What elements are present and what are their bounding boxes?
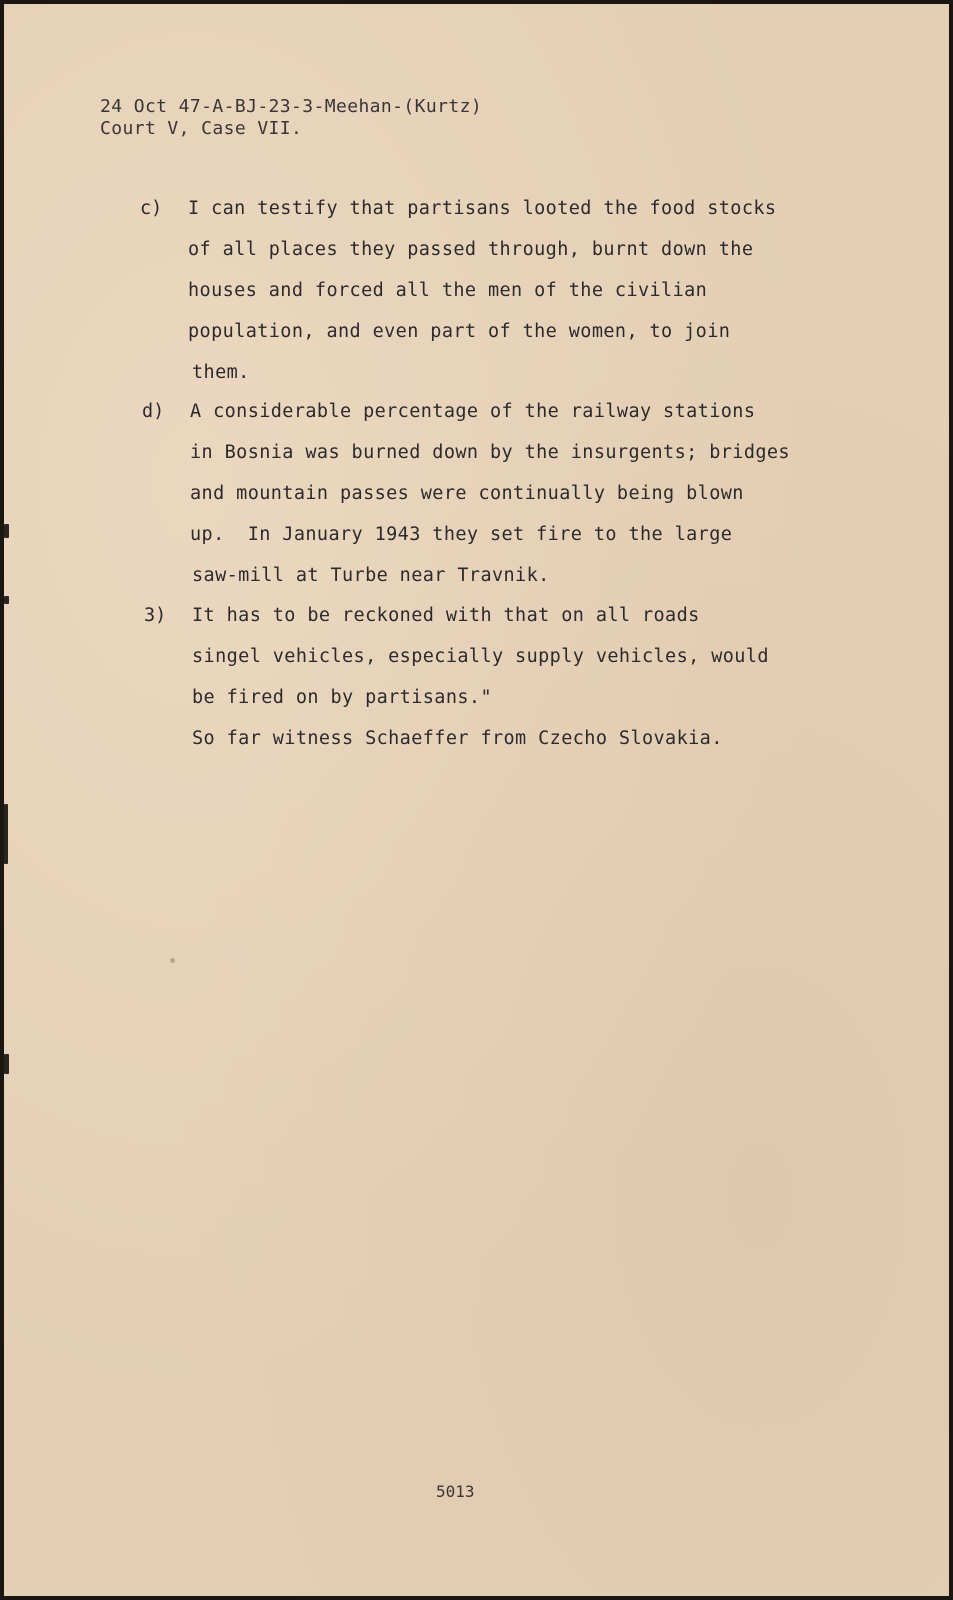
item-d-marker: d) xyxy=(142,401,165,422)
item-c-marker: c) xyxy=(140,198,163,219)
binding-mark xyxy=(4,524,9,538)
item-3-line-3: be fired on by partisans." xyxy=(192,687,492,708)
item-d-line-4: up. In January 1943 they set fire to the large xyxy=(190,524,733,545)
item-3-line-1: It has to be reckoned with that on all roads xyxy=(192,605,700,626)
header-court-case: Court V, Case VII. xyxy=(100,118,303,139)
item-c-line-1: I can testify that partisans looted the food stocks xyxy=(188,198,777,219)
item-c-line-5: them. xyxy=(192,362,250,383)
binding-mark xyxy=(4,596,9,604)
item-d-line-3: and mountain passes were continually being blown xyxy=(190,483,744,504)
item-c-line-2: of all places they passed through, burnt down the xyxy=(188,239,754,260)
item-d-line-1: A considerable percentage of the railway stations xyxy=(190,401,756,422)
binding-mark xyxy=(4,804,8,864)
header-reference: 24 Oct 47-A-BJ-23-3-Meehan-(Kurtz) xyxy=(100,96,483,117)
witness-attribution: So far witness Schaeffer from Czecho Slovakia. xyxy=(192,728,723,749)
item-c-line-4: population, and even part of the women, to join xyxy=(188,321,731,342)
item-3-line-2: singel vehicles, especially supply vehicles, would xyxy=(192,646,769,667)
paper-speck xyxy=(170,958,175,963)
item-d-line-2: in Bosnia was burned down by the insurgents; bridges xyxy=(190,442,790,463)
item-3-marker: 3) xyxy=(144,605,167,626)
document-page xyxy=(4,4,949,1596)
item-c-line-3: houses and forced all the men of the civilian xyxy=(188,280,708,301)
binding-mark xyxy=(4,1054,9,1074)
page-number: 5013 xyxy=(436,1482,475,1501)
item-d-line-5: saw-mill at Turbe near Travnik. xyxy=(192,565,550,586)
